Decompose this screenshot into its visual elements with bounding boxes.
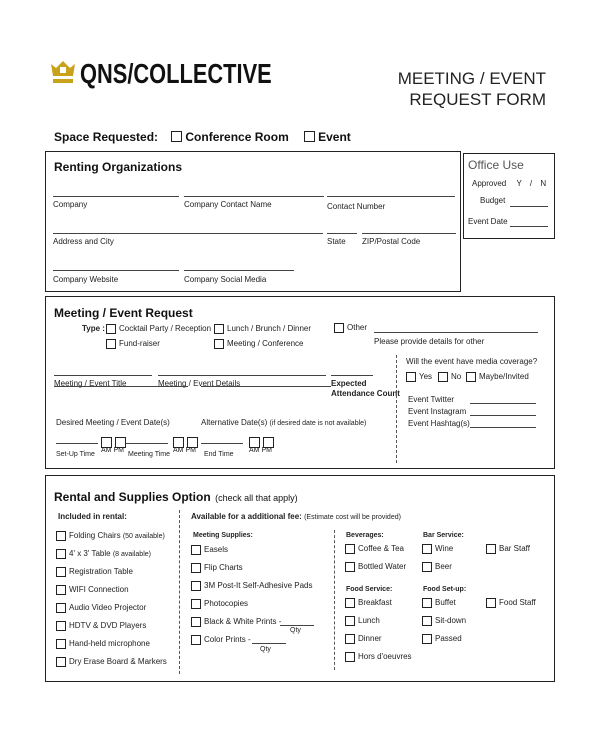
am-label: AM [173,447,184,454]
food-service-item[interactable] [345,616,380,626]
conference-room-option[interactable] [171,130,288,144]
social-line[interactable] [184,270,294,271]
fee-note: (Estimate cost will be provided) [304,514,401,521]
budget-line[interactable] [510,206,548,207]
food-service-label: Lunch [358,616,380,626]
media-question: Will the event have media coverage? [406,357,538,366]
included-item[interactable] [56,549,151,559]
supply-checkbox[interactable] [191,563,201,573]
conference-label: Meeting / Conference [227,339,304,349]
food-service-label: Hors d'oeuvres [358,652,412,662]
end-time-line[interactable] [201,443,243,444]
included-note: (50 available) [122,533,165,541]
media-no-label: No [451,372,462,382]
cocktail-label: Cocktail Party / Reception [119,324,212,334]
event-label: Event [318,130,351,144]
form-title-line2: REQUEST FORM [409,90,546,109]
type-label: Type : [82,324,105,333]
fee-title: Available for a additional fee: [191,512,302,521]
other-label: Other [347,323,368,333]
included-item[interactable] [56,567,133,577]
company-line[interactable] [53,196,179,197]
website-label: Company Website [53,275,119,284]
details-line[interactable] [158,375,326,376]
other-checkbox[interactable] [334,323,344,333]
bar-item[interactable] [422,562,452,572]
bar-item[interactable] [486,544,530,554]
beverage-label: Bottled Water [358,562,407,572]
included-item[interactable] [56,603,146,613]
food-setup-checkbox[interactable] [422,598,432,608]
type-other[interactable] [334,323,367,333]
other-line[interactable] [374,332,538,333]
event-title-label: Meeting / Event Title [54,379,127,388]
bw-qty-line[interactable] [280,625,314,626]
space-requested [54,130,351,144]
setup-time-line[interactable] [56,443,98,444]
food-setup-item[interactable] [486,598,536,608]
food-setup-title: Food Set-up: [423,586,467,593]
setup-ampm-labels [101,447,124,454]
meeting-event-section [45,296,555,469]
attendance-label [331,379,400,399]
supply-label: 3M Post-It Self-Adhesive Pads [204,581,313,591]
bar-checkbox[interactable] [486,544,496,554]
food-service-title: Food Service: [346,586,393,593]
included-item[interactable] [56,621,146,631]
attendance-count-label: Attendance Count [331,389,400,398]
am-label: AM [101,447,112,454]
twitter-label: Event Twitter [408,395,455,404]
included-label: Audio Video Projector [69,603,147,613]
included-label: HDTV & DVD Players [69,621,147,631]
instagram-label: Event Instagram [408,407,467,416]
pm-label: PM [261,447,272,454]
food-service-label: Dinner [358,634,382,644]
state-line[interactable] [327,233,357,234]
supply-checkbox[interactable] [191,599,201,609]
hashtag-label: Event Hashtag(s) [408,419,470,428]
bar-checkbox[interactable] [422,562,432,572]
bar-checkbox[interactable] [422,544,432,554]
alternative-note: (if desired date is not available) [269,420,367,427]
end-ampm-labels [249,447,272,454]
included-checkbox[interactable] [56,603,66,613]
rental-heading [54,488,298,506]
conference-room-checkbox[interactable] [171,131,182,142]
brand-name: QNS/COLLECTIVE [80,58,272,89]
title-line[interactable] [54,375,152,376]
included-note: (8 available) [112,551,151,559]
event-date-line[interactable] [510,226,548,227]
type-lunch[interactable] [214,324,311,334]
supply-label: Black & White Prints - [204,617,282,627]
media-yes-checkbox[interactable] [406,372,416,382]
event-option[interactable] [304,130,351,144]
food-setup-checkbox[interactable] [422,634,432,644]
renting-title: Renting Organizations [54,160,183,174]
conference-room-label: Conference Room [185,130,289,144]
zip-label: ZIP/Postal Code [362,237,421,246]
provide-details: Please provide details for other [374,337,485,346]
supply-item[interactable] [191,635,251,645]
supply-label: Photocopies [204,599,249,609]
am-label: AM [249,447,260,454]
beverage-checkbox[interactable] [345,562,355,572]
approved-row [472,179,546,188]
rental-title: Rental and Supplies Option [54,490,211,504]
food-service-checkbox[interactable] [345,652,355,662]
rental-divider [179,510,180,674]
supply-item[interactable] [191,563,243,573]
budget-label: Budget [480,196,506,205]
food-service-item[interactable] [345,634,382,644]
contact-name-label: Company Contact Name [184,200,272,209]
food-setup-item[interactable] [422,616,466,626]
included-checkbox[interactable] [56,621,66,631]
office-use-box [463,153,555,239]
desired-label: Desired Meeting / Event Date(s) [56,418,170,427]
supply-checkbox[interactable] [191,545,201,555]
type-cocktail[interactable] [106,324,211,334]
bar-item[interactable] [422,544,453,554]
space-requested-label: Space Requested: [54,130,159,144]
included-label: Hand-held microphone [69,639,150,649]
beverage-item[interactable] [345,562,406,572]
bar-label: Wine [435,544,454,554]
approved-yes[interactable]: Y [516,179,522,188]
fund-checkbox[interactable] [106,339,116,349]
alternative-text: Alternative Date(s) [201,418,268,427]
included-item[interactable] [56,639,150,649]
social-label: Company Social Media [184,275,267,284]
food-divider [334,530,335,670]
event-date-label: Event Date [468,217,508,226]
event-checkbox[interactable] [304,131,315,142]
food-setup-label: Food Staff [499,598,536,608]
meeting-ampm-labels [173,447,196,454]
conference-checkbox[interactable] [214,339,224,349]
contact-number-label: Contact Number [327,202,386,211]
office-use-title: Office Use [468,158,524,172]
color-qty-line[interactable] [252,643,286,644]
included-item[interactable] [56,531,165,541]
included-checkbox[interactable] [56,585,66,595]
alternative-label [201,418,366,427]
type-fund[interactable] [106,339,160,349]
expected-label: Expected [331,379,367,388]
food-service-label: Breakfast [358,598,392,608]
included-title: Included in rental: [58,512,127,521]
crown-icon [50,60,76,88]
included-item[interactable] [56,657,167,667]
event-details-label: Meeting / Event Details [158,379,241,388]
media-maybe-checkbox[interactable] [466,372,476,382]
address-line[interactable] [53,233,323,234]
address-label: Address and City [53,237,114,246]
lunch-checkbox[interactable] [214,324,224,334]
beverage-label: Coffee & Tea [358,544,404,554]
supply-label: Color Prints - [204,635,251,645]
contact-number-line[interactable] [327,196,455,197]
meeting-time-label: Meeting Time [128,451,171,458]
meeting-supplies-title: Meeting Supplies: [193,532,253,539]
food-service-item[interactable] [345,652,412,662]
fund-label: Fund-raiser [119,339,160,349]
included-checkbox[interactable] [56,567,66,577]
state-label: State [327,237,346,246]
included-checkbox[interactable] [56,549,66,559]
desired-line[interactable] [54,386,188,387]
included-label: Dry Erase Board & Markers [69,657,167,667]
pm-label: PM [113,447,124,454]
media-yes[interactable] [406,372,432,382]
color-qty-label: Qty [260,646,271,653]
contact-name-line[interactable] [184,196,324,197]
food-service-item[interactable] [345,598,392,608]
supply-label: Flip Charts [204,563,243,573]
food-setup-label: Passed [435,634,462,644]
form-title [398,68,546,110]
supply-checkbox[interactable] [191,581,201,591]
supply-checkbox[interactable] [191,617,201,627]
media-no[interactable] [438,372,461,382]
meeting-title: Meeting / Event Request [54,306,193,320]
supply-item[interactable] [191,581,313,591]
media-yes-label: Yes [419,372,433,382]
included-label: 4' x 3' Table [69,549,111,559]
form-title-line1: MEETING / EVENT [397,69,546,88]
media-maybe[interactable] [466,372,529,382]
supply-item[interactable] [191,617,281,627]
included-checkbox[interactable] [56,657,66,667]
media-divider [396,355,397,463]
food-setup-checkbox[interactable] [486,598,496,608]
company-label: Company [53,200,88,209]
rental-note: (check all that apply) [215,493,298,503]
hashtag-line[interactable] [470,427,536,428]
beverages-title: Beverages: [346,532,384,539]
fee-heading [191,512,401,521]
instagram-line[interactable] [470,415,536,416]
food-setup-item[interactable] [422,634,462,644]
approved-label: Approved [472,179,507,188]
beverage-checkbox[interactable] [345,544,355,554]
twitter-line[interactable] [470,403,536,404]
food-service-checkbox[interactable] [345,634,355,644]
beverage-item[interactable] [345,544,404,554]
included-label: Folding Chairs [69,531,121,541]
bar-label: Bar Staff [499,544,530,554]
supply-item[interactable] [191,545,228,555]
website-line[interactable] [53,270,179,271]
included-label: WIFI Connection [69,585,129,595]
bar-label: Beer [435,562,452,572]
food-setup-label: Buffet [435,598,456,608]
meeting-time-line[interactable] [126,443,168,444]
supply-item[interactable] [191,599,248,609]
included-label: Registration Table [69,567,133,577]
lunch-label: Lunch / Brunch / Dinner [227,324,312,334]
food-setup-label: Sit-down [435,616,467,626]
included-checkbox[interactable] [56,639,66,649]
alternative-line[interactable] [201,386,331,387]
media-maybe-label: Maybe/Invited [479,372,529,382]
renting-organizations-section [45,151,461,292]
attendance-line[interactable] [331,375,373,376]
cocktail-checkbox[interactable] [106,324,116,334]
approved-no[interactable]: N [540,179,547,188]
zip-line[interactable] [362,233,456,234]
rental-supplies-section [45,475,555,682]
type-conference[interactable] [214,339,304,349]
included-item[interactable] [56,585,129,595]
end-time-label: End Time [204,451,234,458]
food-service-checkbox[interactable] [345,616,355,626]
media-no-checkbox[interactable] [438,372,448,382]
approved-slash: / [529,179,533,188]
included-checkbox[interactable] [56,531,66,541]
supply-label: Easels [204,545,229,555]
supply-checkbox[interactable] [191,635,201,645]
food-setup-checkbox[interactable] [422,616,432,626]
bar-title: Bar Service: [423,532,464,539]
food-setup-item[interactable] [422,598,456,608]
food-service-checkbox[interactable] [345,598,355,608]
pm-label: PM [185,447,196,454]
setup-time-label: Set-Up Time [56,451,95,458]
bw-qty-label: Qty [290,627,301,634]
